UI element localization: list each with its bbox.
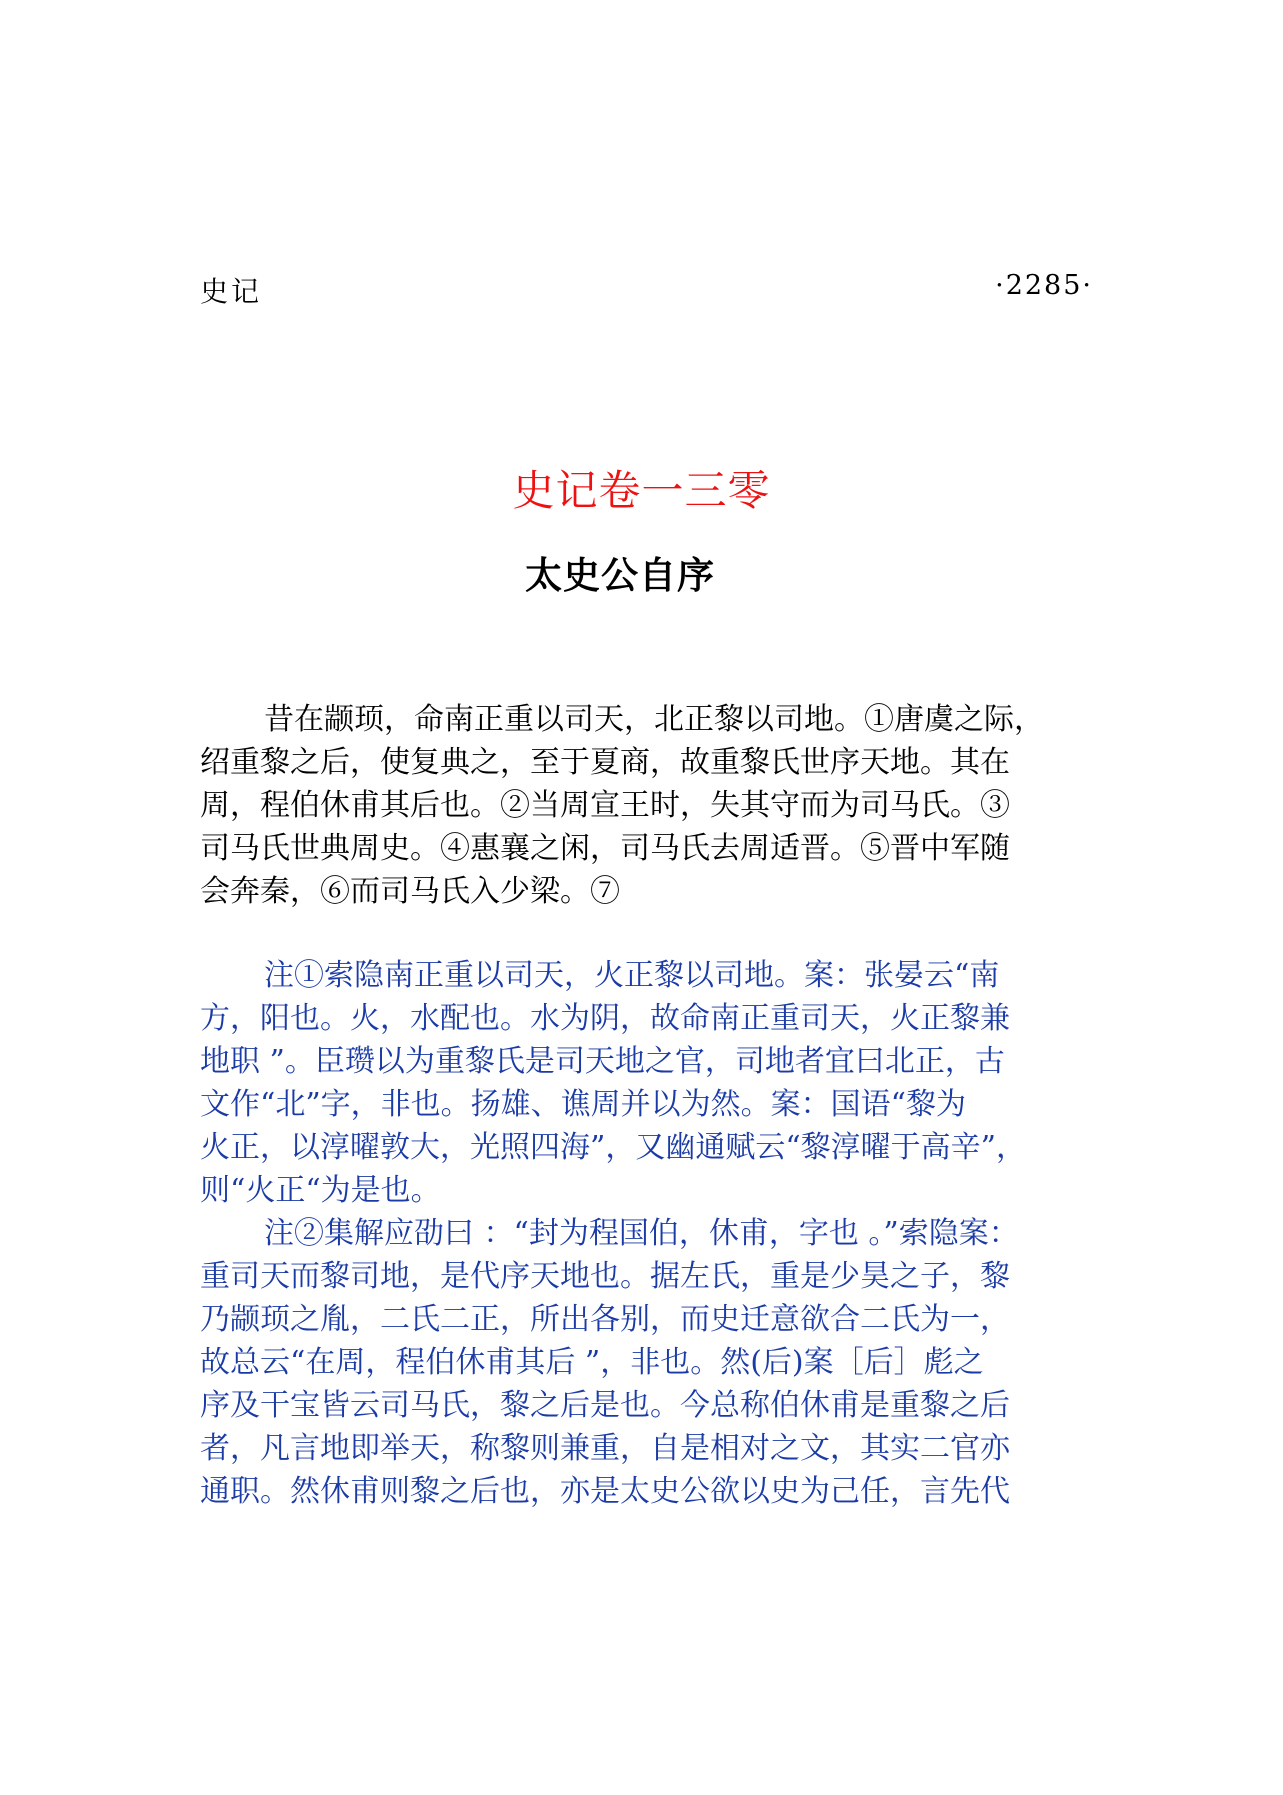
chapter-title: 史记卷一三零 bbox=[512, 466, 771, 515]
main-text-line: 昔在颛顼，命南正重以司天，北正黎以司地。①唐虞之际， bbox=[264, 702, 1044, 737]
note-line: 注②集解应劭曰 ：“封为程国伯，休甫，字也 。”索隐案： bbox=[264, 1216, 1019, 1251]
book-name: 史记 bbox=[200, 275, 263, 308]
main-text-paragraph bbox=[200, 698, 1105, 913]
note-line: 者，凡言地即举天，称黎则兼重，自是相对之文，其实二官亦 bbox=[200, 1431, 1010, 1466]
note-line: 火正，以淳曜敦大，光照四海”，又幽通赋云“黎淳曜于高辛”， bbox=[200, 1130, 1027, 1165]
main-text-line: 会奔秦，⑥而司马氏入少梁。⑦ bbox=[200, 874, 620, 909]
main-text-line: 司马氏世典周史。④惠襄之闲，司马氏去周适晋。⑤晋中军随 bbox=[200, 831, 1010, 866]
note-1 bbox=[200, 954, 1105, 1212]
section-title: 太史公自序 bbox=[525, 554, 715, 597]
page-number: ·2285· bbox=[995, 270, 1093, 301]
running-head bbox=[200, 270, 1093, 310]
note-line: 文作“北”字，非也。扬雄、谯周并以为然。案：国语“黎为 bbox=[200, 1087, 967, 1122]
main-text-line: 绍重黎之后，使复典之，至于夏商，故重黎氏世序天地。其在 bbox=[200, 745, 1010, 780]
note-line: 地职 ”。臣瓒以为重黎氏是司天地之官，司地者宜曰北正，古 bbox=[200, 1044, 1005, 1079]
note-line: 重司天而黎司地，是代序天地也。据左氏，重是少昊之子，黎 bbox=[200, 1259, 1010, 1294]
note-line: 序及干宝皆云司马氏，黎之后是也。今总称伯休甫是重黎之后 bbox=[200, 1388, 1010, 1423]
main-text-line: 周，程伯休甫其后也。②当周宣王时，失其守而为司马氏。③ bbox=[200, 788, 1010, 823]
note-line: 通职。然休甫则黎之后也，亦是太史公欲以史为己任，言先代 bbox=[200, 1474, 1010, 1509]
note-line: 故总云“在周，程伯休甫其后 ”，非也。然(后)案［后］彪之 bbox=[200, 1345, 984, 1380]
note-line: 则“火正“为是也。 bbox=[200, 1173, 441, 1208]
annotation-notes bbox=[200, 954, 1105, 1513]
note-line: 注①索隐南正重以司天，火正黎以司地。案：张晏云“南 bbox=[264, 958, 1000, 993]
note-line: 乃颛顼之胤，二氏二正，所出各别，而史迁意欲合二氏为一， bbox=[200, 1302, 1010, 1337]
note-line: 方，阳也。火，水配也。水为阴，故命南正重司天，火正黎兼 bbox=[200, 1001, 1010, 1036]
note-2 bbox=[200, 1212, 1105, 1513]
